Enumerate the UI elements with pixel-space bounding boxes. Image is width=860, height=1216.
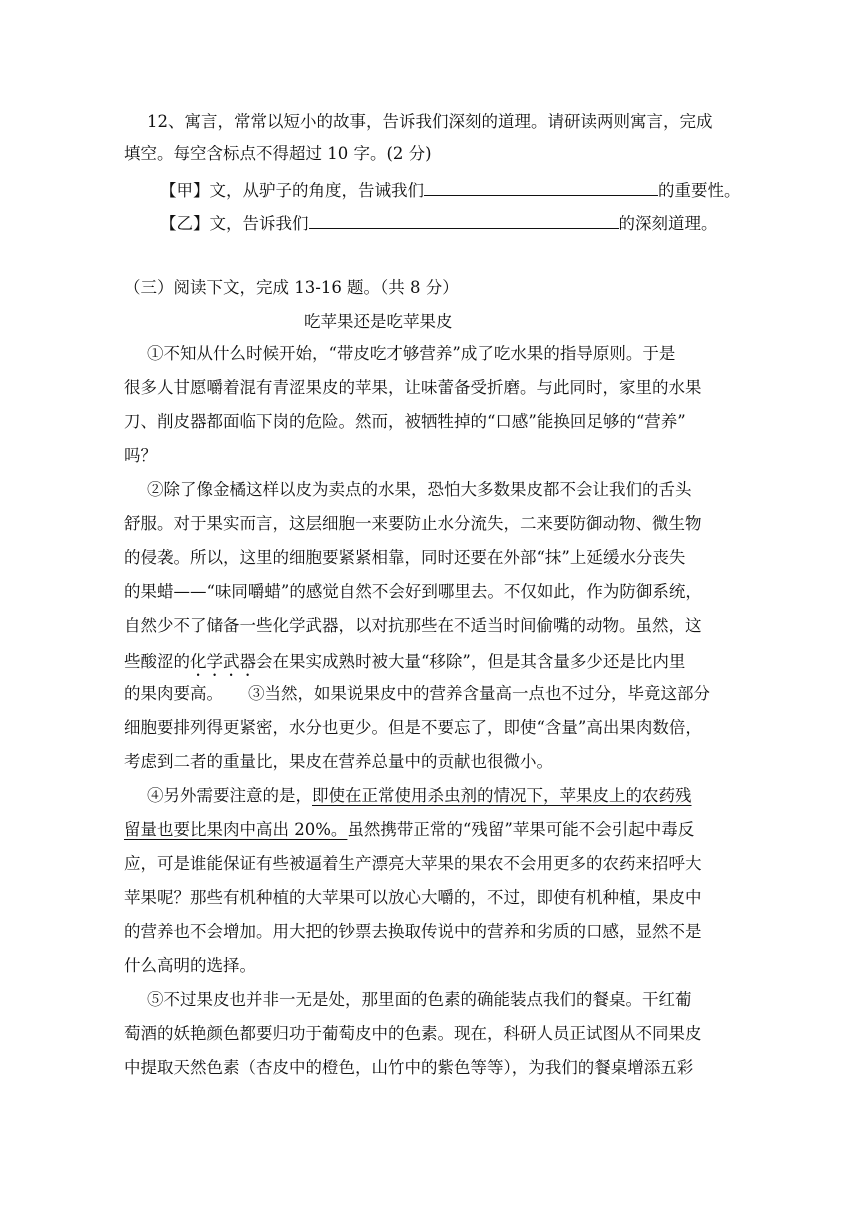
q12-jia-suffix: 的重要性。 [658, 181, 741, 200]
p2-line-4: 的果蜡——“味同嚼蜡”的感觉自然不会好到哪里去。不仅如此，作为防御系统， [124, 582, 702, 601]
q12-yi-prefix: 【乙】文，告诉我们 [160, 214, 309, 233]
q12-yi-line [160, 213, 718, 233]
p2-line-6 [124, 652, 685, 680]
p4-line-3: 应，可是谁能保证有些被逼着生产漂亮大苹果的果农不会用更多的农药来招呼大 [124, 854, 702, 873]
p5-line-3: 中提取天然色素（杏皮中的橙色，山竹中的紫色等等），为我们的餐桌增添五彩 [124, 1058, 694, 1077]
p3-line-3: 考虑到二者的重量比，果皮在营养总量中的贡献也很微小。 [124, 752, 553, 771]
p2-line-5: 自然少不了储备一些化学武器，以对抗那些在不适当时间偷嘴的动物。虽然，这 [124, 616, 702, 635]
q12-jia-answer-blank[interactable] [424, 180, 658, 196]
p4-line-6: 什么高明的选择。 [124, 956, 256, 975]
underlined-sentence-2: 留量也要比果肉中高出 20%。 [124, 820, 348, 839]
p1-line-4: 吗？ [124, 446, 157, 465]
p2-line-2: 舒服。对于果实而言，这层细胞一来要防止水分流失，二来要防御动物、微生物 [124, 514, 702, 533]
q12-jia-prefix: 【甲】文，从驴子的角度，告诫我们 [160, 181, 424, 200]
p2-line-6-a: 些酸涩的 [124, 652, 190, 671]
q12-yi-suffix: 的深刻道理。 [618, 214, 718, 233]
p5-line-2: 萄酒的妖艳颜色都要归功于葡萄皮中的色素。现在，科研人员正试图从不同果皮 [124, 1024, 702, 1043]
emphasized-phrase: 化学武器 [190, 652, 256, 671]
article-title: 吃苹果还是吃苹果皮 [304, 312, 453, 331]
q12-yi-answer-blank[interactable] [309, 213, 619, 229]
p4-line-5: 的营养也不会增加。用大把的钞票去换取传说中的营养和劣质的口感，显然不是 [124, 922, 702, 941]
q12-jia-line [160, 180, 741, 200]
p2-line-7: 的果肉要高。 [124, 684, 223, 703]
underlined-sentence-1: 即使在正常使用杀虫剂的情况下，苹果皮上的农药残 [312, 786, 692, 805]
p1-line-1: ①不知从什么时候开始，“带皮吃才够营养”成了吃水果的指导原则。于是 [147, 344, 676, 363]
p1-line-2: 很多人甘愿嚼着混有青涩果皮的苹果，让味蕾备受折磨。与此同时，家里的水果 [124, 378, 702, 397]
p4-line-1 [147, 788, 692, 805]
p2-line-6-b: 会在果实成熟时被大量“移除”，但是其含量多少还是比内里 [256, 652, 686, 671]
p2-line-3: 的侵袭。所以，这里的细胞要紧紧相靠，同时还要在外部“抹”上延缓水分丧失 [124, 548, 686, 567]
p2-line-1: ②除了像金橘这样以皮为卖点的水果，恐怕大多数果皮都不会让我们的舌头 [147, 480, 692, 499]
p5-line-1: ⑤不过果皮也并非一无是处，那里面的色素的确能装点我们的餐桌。干红葡 [147, 990, 692, 1009]
q12-line-1: 12、寓言，常常以短小的故事，告诉我们深刻的道理。请研读两则寓言，完成 [147, 112, 713, 131]
p4-line-4: 苹果呢？那些有机种植的大苹果可以放心大嚼的，不过，即使有机种植，果皮中 [124, 888, 702, 907]
section-3-intro: （三）阅读下文，完成 13-16 题。（共 8 分） [124, 278, 459, 297]
p4-line-2 [124, 822, 694, 839]
p4-line-2-b: 虽然携带正常的“残留”苹果可能不会引起中毒反 [347, 820, 695, 839]
p3-line-2: 细胞要排列得更紧密，水分也更少。但是不要忘了，即使“含量”高出果肉数倍， [124, 718, 702, 737]
q12-line-2: 填空。每空含标点不得超过 10 字。(2 分) [124, 144, 432, 163]
p4-line-1-a: ④另外需要注意的是， [147, 786, 312, 805]
p3-line-1: ③当然，如果说果皮中的营养含量高一点也不过分，毕竟这部分 [248, 684, 710, 703]
p1-line-3: 刀、削皮器都面临下岗的危险。然而，被牺牲掉的“口感”能换回足够的“营养” [124, 412, 686, 431]
